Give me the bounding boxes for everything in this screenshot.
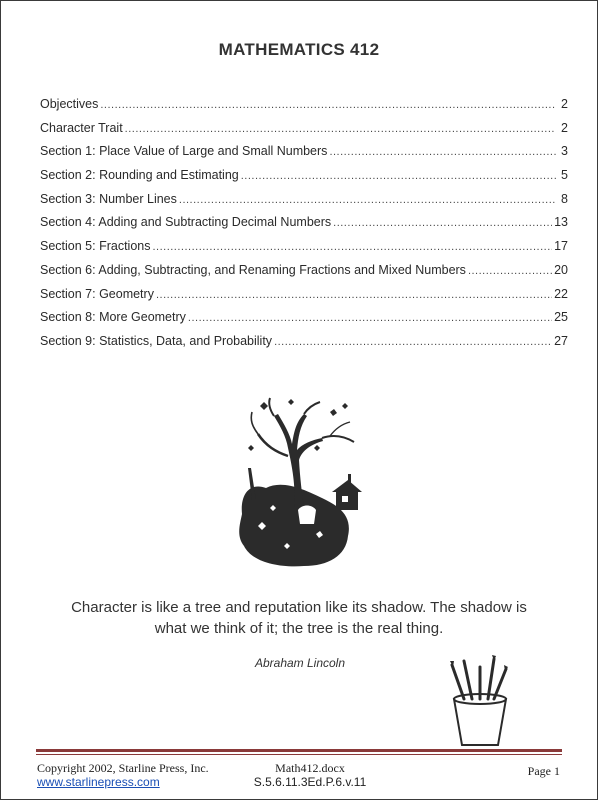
toc-leader-dots	[188, 312, 552, 324]
toc-entry-label: Section 9: Statistics, Data, and Probability	[40, 333, 273, 348]
quote-line-2: what we think of it; the tree is the real thing.	[154, 620, 444, 637]
document-title: MATHEMATICS 412	[218, 40, 380, 59]
toc-leader-dots	[329, 146, 556, 158]
toc-entry-page: 5	[561, 168, 568, 183]
toc-entry-section-6	[40, 263, 568, 287]
toc-entry-label: Section 4: Adding and Subtracting Decimal Numbers	[40, 215, 332, 230]
quote-author: Abraham Lincoln	[254, 656, 346, 670]
toc-entry-label: Section 5: Fractions	[40, 239, 151, 254]
toc-leader-dots	[125, 123, 556, 135]
toc-entry-label: Objectives	[40, 97, 99, 111]
toc-leader-dots	[156, 289, 552, 301]
website-link[interactable]: www.starlinepress.com	[37, 775, 160, 789]
footer-divider-thin	[36, 754, 562, 755]
toc-entry-page: 25	[554, 310, 568, 325]
tree-illustration	[230, 396, 370, 570]
page-number: Page 1	[527, 764, 560, 778]
toc-entry-page: 8	[561, 191, 568, 206]
toc-entry-label: Section 7: Geometry	[40, 286, 154, 301]
toc-entry-section-1	[40, 144, 568, 168]
toc-entry-page: 27	[554, 333, 568, 348]
toc-entry-page: 13	[554, 215, 568, 230]
toc-entry-section-4	[40, 215, 568, 239]
table-of-contents	[40, 97, 568, 358]
toc-entry-label: Section 6: Adding, Subtracting, and Renaming Fractions and Mixed Numbers	[40, 262, 466, 277]
toc-entry-label: Section 2: Rounding and Estimating	[40, 168, 239, 183]
toc-entry-label: Section 3: Number Lines	[40, 191, 177, 206]
toc-leader-dots	[274, 336, 552, 348]
toc-entry-section-5	[40, 239, 568, 263]
toc-entry-label: Section 1: Place Value of Large and Small Numbers	[40, 144, 328, 159]
character-quote	[20, 597, 578, 639]
toc-entry-section-3	[40, 192, 568, 216]
toc-entry-page: 20	[554, 262, 568, 277]
toc-leader-dots	[152, 241, 552, 253]
toc-leader-dots	[333, 217, 552, 229]
toc-leader-dots	[468, 265, 552, 277]
toc-entry-section-9	[40, 334, 568, 358]
toc-entry-page: 17	[554, 239, 568, 254]
toc-leader-dots	[179, 194, 556, 206]
toc-entry-label: Character Trait	[40, 120, 123, 135]
toc-entry-section-7	[40, 287, 568, 311]
footer-divider	[36, 749, 562, 752]
version-code: S.5.6.11.3Ed.P.6.v.11	[253, 775, 367, 789]
copyright-text: Copyright 2002, Starline Press, Inc.	[37, 761, 209, 775]
file-name: Math412.docx	[275, 761, 345, 775]
toc-entry-page: 3	[561, 144, 568, 159]
toc-entry-page: 22	[554, 286, 568, 301]
toc-entry-character-trait	[40, 121, 568, 145]
quote-line-1: Character is like a tree and reputation like its shadow. The shadow is	[71, 599, 527, 616]
toc-leader-dots	[100, 99, 556, 111]
pencil-cup-icon	[442, 655, 516, 747]
toc-entry-section-2	[40, 168, 568, 192]
toc-entry-page: 2	[561, 120, 568, 135]
toc-entry-objectives	[40, 97, 568, 121]
toc-leader-dots	[241, 170, 556, 182]
toc-entry-page: 2	[561, 97, 568, 111]
toc-entry-section-8	[40, 310, 568, 334]
toc-entry-label: Section 8: More Geometry	[40, 310, 186, 325]
